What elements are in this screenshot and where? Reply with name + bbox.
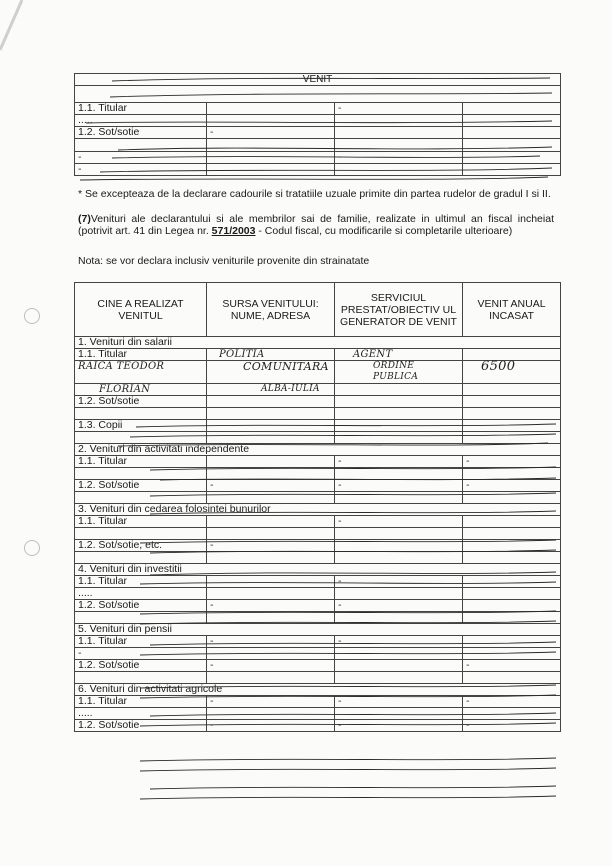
- section-investitii: 4. Venituri din investitii: [75, 564, 561, 576]
- cell-dash: -: [335, 696, 463, 708]
- cell-dash: -: [335, 152, 463, 164]
- row-sot-label: 1.2. Sot/sotie: [75, 396, 207, 408]
- section-cedarea-folosintei: 3. Venituri din cedarea folosintei bunurilor: [75, 504, 561, 516]
- cell-dash: -: [207, 127, 335, 139]
- venit-header: VENIT: [75, 74, 561, 86]
- punch-hole: [24, 308, 40, 324]
- row-sot-label: 1.2. Sot/sotie: [75, 600, 207, 612]
- row-sot-label: 1.2. Sot/sotie: [75, 480, 207, 492]
- row-sot-label: 1.2. Sot/sotie: [75, 720, 207, 732]
- cell-dash: -: [463, 480, 561, 492]
- law-number: 571/2003: [211, 225, 256, 237]
- cell-dash: -: [463, 660, 561, 672]
- header-serviciul: SERVICIUL PRESTAT/OBIECTIV UL GENERATOR DE VENIT: [335, 283, 463, 337]
- handwritten-source-3: ALBA-IULIA: [207, 384, 335, 396]
- row-sot-label: 1.2. Sot/sotie: [75, 660, 207, 672]
- footnote-gifts: * Se excepteaza de la declarare cadourile si tratatiile uzuale primite din partea rudelor de gradul I si II.: [78, 188, 551, 200]
- income-table-top: [74, 73, 561, 176]
- handwritten-name-2: FLORIAN: [75, 384, 207, 396]
- row-titular-label: 1.1. Titular: [75, 636, 207, 648]
- section-pensii: 5. Venituri din pensii: [75, 624, 561, 636]
- strike-line: [150, 786, 556, 789]
- cell-dash: -: [335, 516, 463, 528]
- cell-dash: -: [207, 540, 335, 552]
- cell-dash: -: [335, 576, 463, 588]
- strike-line: [140, 758, 556, 761]
- row-titular-label: 1.1. Titular: [75, 516, 207, 528]
- handwritten-source-2: COMUNITARA: [207, 361, 335, 384]
- cell-dash: -: [335, 480, 463, 492]
- cell-dash: -: [463, 456, 561, 468]
- handwritten-source-1: POLITIA: [207, 349, 335, 361]
- row-titular-label: 1.1. Titular: [75, 103, 207, 115]
- cell-dash: -: [207, 600, 335, 612]
- handwritten-service-2: ORDINE PUBLICA: [335, 361, 463, 384]
- cell-dash: -: [207, 660, 335, 672]
- header-sursa: SURSA VENITULUI: NUME, ADRESA: [207, 283, 335, 337]
- row-sot-label: 1.2. Sot/sotie, etc.: [75, 540, 207, 552]
- row-sot-label: 1.2. Sot/sotie: [75, 127, 207, 139]
- income-table-main: [74, 282, 561, 732]
- nota-foreign-income: Nota: se vor declara inclusiv veniturile provenite din strainatate: [78, 255, 370, 267]
- cell-dash: -: [335, 600, 463, 612]
- row-dots: .....: [75, 115, 207, 127]
- cell-dash: -: [207, 696, 335, 708]
- cell-dash: -: [207, 720, 335, 732]
- row-titular-label: 1.1. Titular: [75, 696, 207, 708]
- handwritten-amount: 6500: [463, 361, 561, 384]
- section-activitati-agricole: 6. Venituri din activitati agricole: [75, 684, 561, 696]
- strike-line: [140, 796, 556, 799]
- section-activitati-independente: 2. Venituri din activitati independente: [75, 444, 561, 456]
- corner-fold-mark: [0, 0, 60, 60]
- cell-dash: -: [75, 152, 207, 164]
- cell-dash: -: [335, 636, 463, 648]
- cell-dash: -: [335, 720, 463, 732]
- cell-dash: -: [75, 648, 207, 660]
- row-dots: .....: [75, 588, 207, 600]
- strike-line: [80, 177, 548, 180]
- cell-dash: -: [335, 456, 463, 468]
- strike-line: [140, 768, 556, 771]
- handwritten-name-1: RAICA TEODOR: [75, 361, 207, 384]
- header-cine: CINE A REALIZAT VENITUL: [75, 283, 207, 337]
- cell-dash: -: [207, 480, 335, 492]
- cell-dash: -: [207, 636, 335, 648]
- row-copii-label: 1.3. Copii: [75, 420, 207, 432]
- header-venit: VENIT ANUAL INCASAT: [463, 283, 561, 337]
- handwritten-service-1: AGENT: [335, 349, 463, 361]
- row-titular-label: 1.1. Titular: [75, 576, 207, 588]
- row-dots: .....: [75, 708, 207, 720]
- section-7-description: (7)Venituri ale declarantului si ale membrilor sai de familie, realizate in ultimul an fiscal incheiat (potrivit art. 41 din Legea nr. 571/2003 - Codul fiscal, cu modificarile si completarile ulterioare): [78, 213, 554, 237]
- cell-dash: -: [463, 696, 561, 708]
- row-titular-label: 1.1. Titular: [75, 349, 207, 361]
- cell-dash: -: [463, 720, 561, 732]
- row-titular-label: 1.1. Titular: [75, 456, 207, 468]
- section-salarii: 1. Venituri din salarii: [75, 337, 561, 349]
- cell-dash: -: [75, 164, 207, 176]
- punch-hole: [24, 540, 40, 556]
- cell-dash: -: [335, 103, 463, 115]
